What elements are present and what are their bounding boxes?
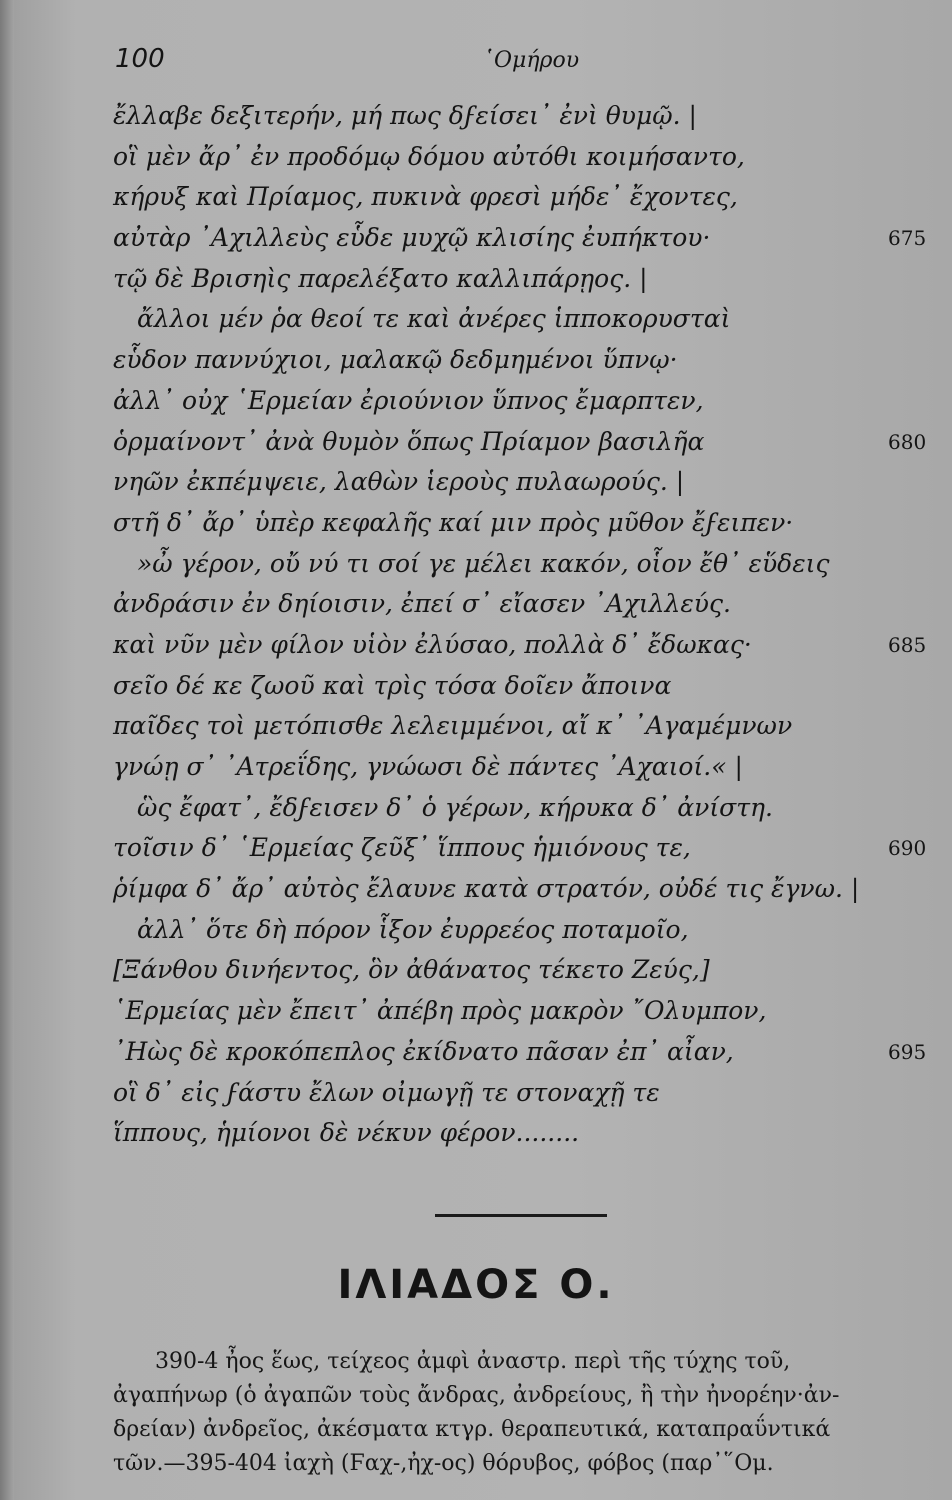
verse-text: αὐτὰρ ᾽Αχιλλεὺς εὗδε μυχῷ κλισίης ἐυπήκτου·	[113, 223, 711, 253]
verse-text: οἳ μὲν ἄρ᾽ ἐν προδόμῳ δόμου αὐτόθι κοιμήσαντο,	[113, 141, 745, 171]
verse-text: ὁρμαίνοντ᾽ ἀνὰ θυμὸν ὅπως Πρίαμον βασιλῆα	[113, 426, 705, 456]
verse-line	[0, 503, 952, 544]
verse-line	[0, 666, 952, 707]
verse-line	[0, 96, 952, 137]
verse-line	[0, 1032, 952, 1073]
verse-line	[0, 991, 952, 1032]
verse-text: ἀλλ᾽ ὅτε δὴ πόρον ἷξον ἐυρρεέος ποταμοῖο,	[137, 914, 689, 944]
section-title: ΙΛΙΑΔΟΣ Ο.	[337, 1262, 615, 1308]
verse-text: ἵππους, ἡμίονοι δὲ νέκυν φέρον........	[113, 1118, 580, 1148]
verse-text: ῥίμφα δ᾽ ἄρ᾽ αὐτὸς ἔλαυνε κατὰ στρατόν, οὐδέ τις ἔγνω. |	[113, 874, 860, 904]
verse-text: εὗδον παννύχιοι, μαλακῷ δεδμημένοι ὕπνῳ·	[113, 345, 678, 375]
verse-text: [Ξάνθου δινήεντος, ὃν ἀθάνατος τέκετο Ζεύς,]	[113, 955, 710, 985]
page-number: 100	[115, 44, 165, 74]
verse-line	[0, 218, 952, 259]
verse-text: σεῖο δέ κε ζωοῦ καὶ τρὶς τόσα δοῖεν ἄποινα	[113, 670, 672, 700]
verse-text: ἀνδράσιν ἐν δηίοισιν, ἐπεί σ᾽ εἴασεν ᾽Αχιλλεύς.	[113, 589, 731, 619]
verse-text: ῾Ερμείας μὲν ἔπειτ᾽ ἀπέβη πρὸς μακρὸν ῎Ολυμπον,	[113, 996, 767, 1026]
verse-line	[0, 747, 952, 788]
verse-line	[0, 137, 952, 178]
verse-line	[0, 869, 952, 910]
verse-line	[0, 381, 952, 422]
verse-line	[0, 625, 952, 666]
line-number: 685	[888, 632, 927, 657]
verse-text: στῆ δ᾽ ἄρ᾽ ὑπὲρ κεφαλῆς καί μιν πρὸς μῦθον ἔϝειπεν·	[113, 507, 794, 537]
line-number: 695	[888, 1039, 927, 1064]
verse-line	[0, 788, 952, 829]
commentary-line: ἀγαπήνωρ (ὁ ἀγαπῶν τοὺς ἄνδρας, ἀνδρείους, ἢ τὴν ἠνορέην·ἀν-	[113, 1383, 840, 1408]
verse-text: γνώῃ σ᾽ ᾽Ατρεΐδης, γνώωσι δὲ πάντες ᾽Αχαιοί.« |	[113, 752, 743, 781]
verse-line	[0, 422, 952, 463]
commentary-line: δρείαν) ἀνδρεῖος, ἀκέσματα κτγρ. θεραπευτικά, καταπραΰντικά	[113, 1417, 831, 1442]
verse-line	[0, 910, 952, 951]
line-number: 680	[888, 429, 927, 454]
verse-line	[0, 259, 952, 300]
verse-text: τῷ δὲ Βρισηὶς παρελέξατο καλλιπάρῃος. |	[113, 263, 648, 293]
verse-text: παῖδες τοὶ μετόπισθε λελειμμένοι, αἴ κ᾽ ᾽Αγαμέμνων	[113, 711, 793, 741]
line-number: 675	[888, 226, 927, 251]
commentary-line: τῶν.—395-404 ἰαχὴ (Ϝαχ-,ἠχ-ος) θόρυβος, φόβος (παρ᾽῞Ομ.	[113, 1451, 774, 1476]
running-title: ῾Ομήρου	[483, 48, 580, 73]
verse-text: ὣς ἔφατ᾽, ἔδϝεισεν δ᾽ ὁ γέρων, κήρυκα δ᾽ ἀνίστη.	[137, 792, 773, 822]
verse-line	[0, 1073, 952, 1114]
verse-text: κήρυξ καὶ Πρίαμος, πυκινὰ φρεσὶ μήδε᾽ ἔχοντες,	[113, 182, 738, 212]
commentary-block	[113, 1345, 933, 1481]
verse-text: ἔλλαβε δεξιτερήν, μή πως δϝείσει᾽ ἐνὶ θυμῷ. |	[113, 101, 697, 130]
verse-text: »ὦ γέρον, οὔ νύ τι σοί γε μέλει κακόν, οἷον ἔθ᾽ εὕδεις	[137, 548, 830, 578]
verse-line	[0, 706, 952, 747]
verse-text: οἳ δ᾽ εἰς ϝάστυ ἔλων οἰμωγῇ τε στοναχῇ τε	[113, 1077, 660, 1107]
commentary-line: 390-4 ἦος ἕως, τείχεος ἀμφὶ ἀναστρ. περὶ τῆς τύχης τοῦ,	[155, 1349, 791, 1374]
line-number: 690	[888, 836, 927, 861]
verse-block	[0, 96, 952, 1154]
verse-text: καὶ νῦν μὲν φίλον υἱὸν ἐλύσαο, πολλὰ δ᾽ ἔδωκας·	[113, 629, 752, 659]
verse-line	[0, 828, 952, 869]
verse-line	[0, 1113, 952, 1154]
verse-line	[0, 584, 952, 625]
verse-line	[0, 462, 952, 503]
verse-text: νηῶν ἐκπέμψειε, λαθὼν ἱεροὺς πυλαωρούς. |	[113, 467, 685, 497]
verse-text: ἄλλοι μέν ῥα θεοί τε καὶ ἀνέρες ἱπποκορυσταὶ	[137, 304, 731, 334]
page-header	[0, 44, 952, 84]
verse-line	[0, 950, 952, 991]
verse-line	[0, 299, 952, 340]
verse-text: τοῖσιν δ᾽ ῾Ερμείας ζεῦξ᾽ ἵππους ἡμιόνους τε,	[113, 833, 691, 863]
verse-text: ᾽Ηὼς δὲ κροκόπεπλος ἐκίδνατο πᾶσαν ἐπ᾽ αἶαν,	[113, 1036, 734, 1066]
verse-text: ἀλλ᾽ οὐχ ῾Ερμείαν ἐριούνιον ὕπνος ἔμαρπτεν,	[113, 385, 704, 415]
verse-line	[0, 177, 952, 218]
verse-line	[0, 340, 952, 381]
section-divider	[435, 1214, 607, 1217]
verse-line	[0, 544, 952, 585]
